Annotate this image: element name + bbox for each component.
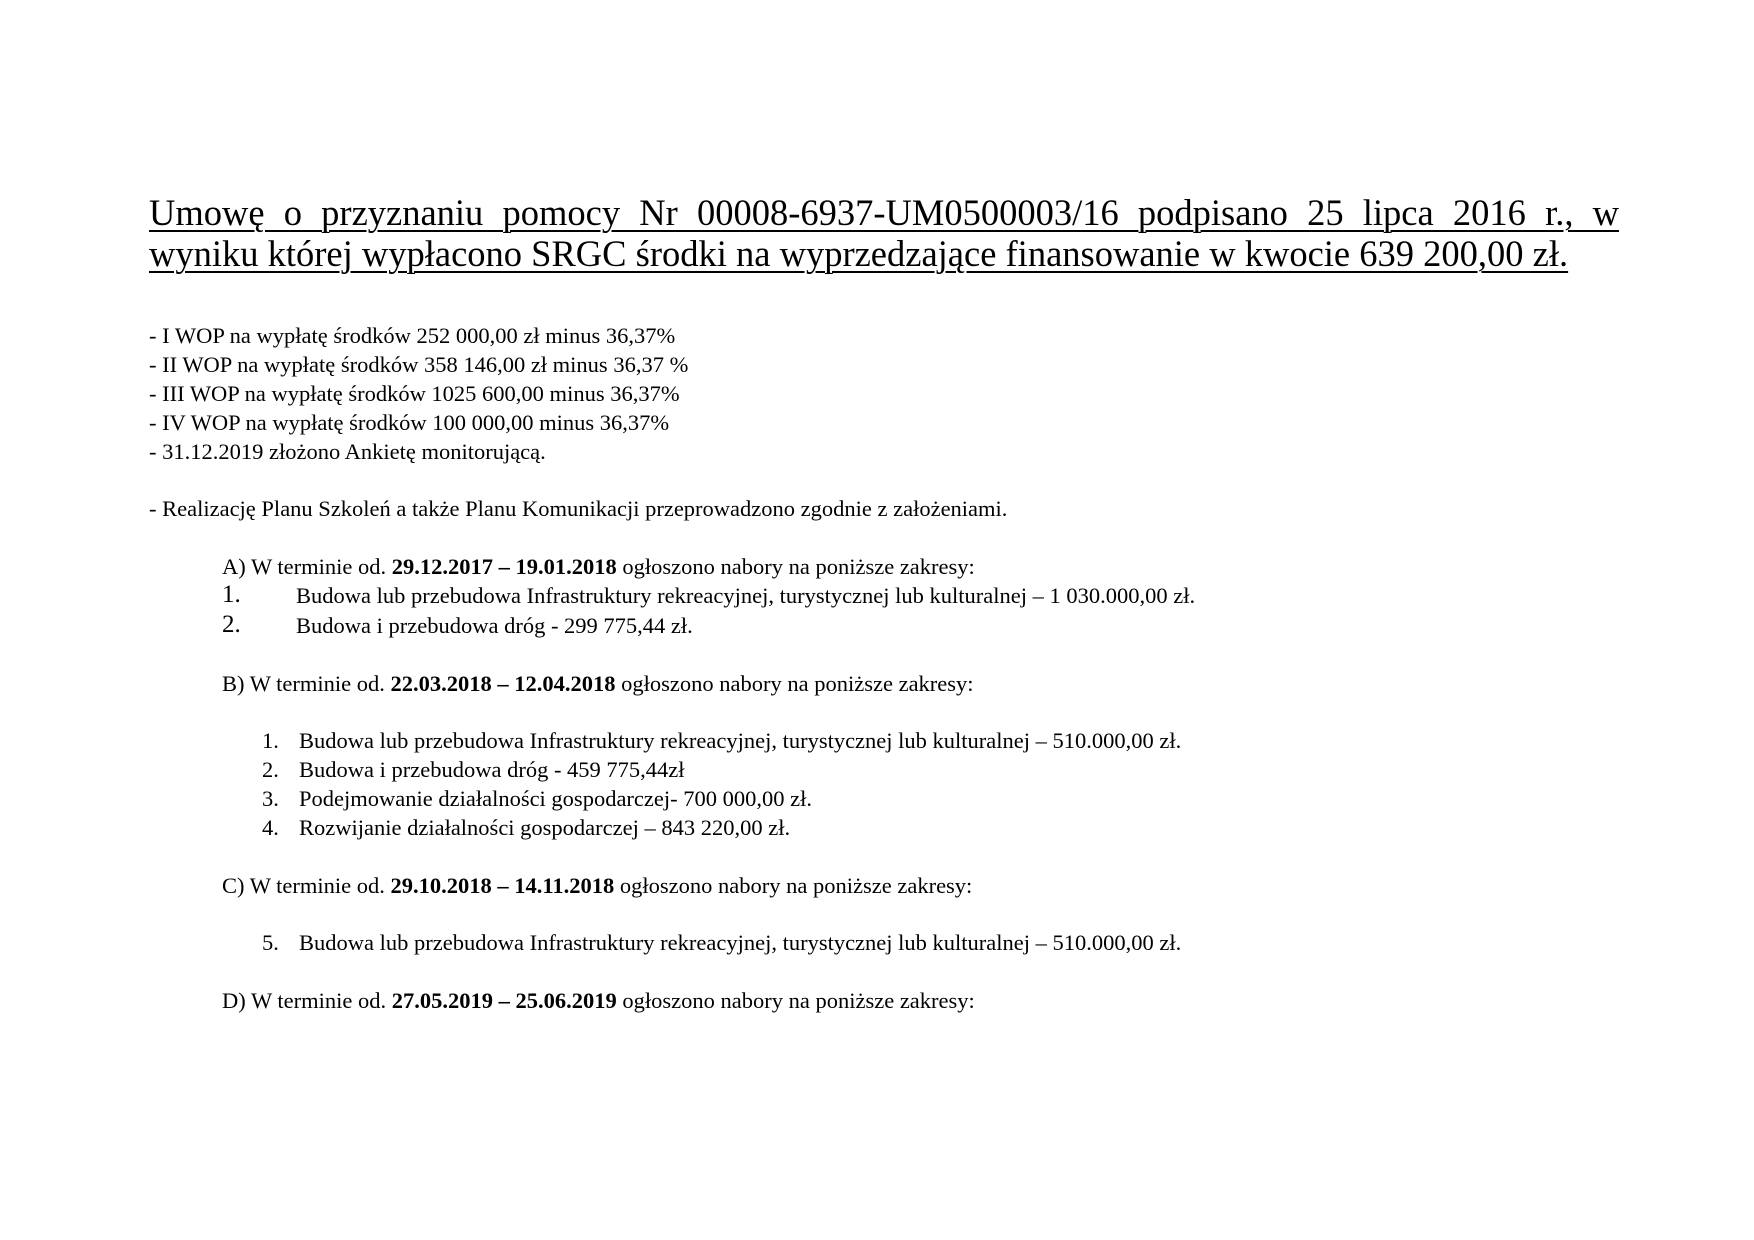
section-b-item-3-text: Podejmowanie działalności gospodarczej- 700 000,00 zł. (299, 786, 812, 811)
section-b-item-2-number: 2. (262, 757, 279, 782)
section-c-heading (222, 872, 972, 900)
section-a-item-1-number: 1. (222, 581, 241, 608)
section-d-prefix: D) W terminie od. (222, 988, 392, 1013)
section-c-item-1-text: Budowa lub przebudowa Infrastruktury rekreacyjnej, turystycznej lub kulturalnej – 510.000,00 zł. (299, 930, 1182, 955)
section-c-item-1-number: 5. (262, 930, 279, 955)
section-c-prefix: C) W terminie od. (222, 873, 391, 898)
section-a-item-2-number: 2. (222, 611, 241, 638)
section-c-dates: 29.10.2018 – 14.11.2018 (390, 873, 615, 898)
section-b-item-2-text: Budowa i przebudowa dróg - 459 775,44zł (299, 757, 685, 782)
section-b-dates: 22.03.2018 – 12.04.2018 (390, 671, 616, 696)
section-a-item-1-text: Budowa lub przebudowa Infrastruktury rekreacyjnej, turystycznej lub kulturalnej – 1 030.000,00 zł. (296, 583, 1196, 608)
section-b-item-4-text: Rozwijanie działalności gospodarczej – 843 220,00 zł. (299, 815, 791, 840)
section-a-suffix: ogłoszono nabory na poniższe zakresy: (616, 554, 975, 579)
section-a-heading (222, 553, 975, 581)
section-c-suffix: ogłoszono nabory na poniższe zakresy: (614, 873, 973, 898)
section-a-prefix: A) W terminie od. (222, 554, 392, 579)
section-a-dates: 29.12.2017 – 19.01.2018 (391, 554, 617, 579)
section-b-item-4-number: 4. (262, 815, 279, 840)
section-b-item-1-number: 1. (262, 728, 279, 753)
agreement-heading: Umowę o przyznaniu pomocy Nr 00008-6937-UM0500003/16 podpisano 25 lipca 2016 r., w wyniku której wypłacono SRGC środki na wyprzedzające finansowanie w kwocie 639 200,00 zł. (149, 192, 1619, 274)
realizacja-line: - Realizację Planu Szkoleń a także Planu Komunikacji przeprowadzono zgodnie z założeniami. (149, 496, 1008, 521)
section-b-suffix: ogłoszono nabory na poniższe zakresy: (615, 671, 974, 696)
section-a-item-2-text: Budowa i przebudowa dróg - 299 775,44 zł. (296, 613, 693, 638)
wop-line-1: - I WOP na wypłatę środków 252 000,00 zł minus 36,37% (149, 323, 676, 348)
section-d-suffix: ogłoszono nabory na poniższe zakresy: (616, 988, 975, 1013)
wop-line-2: - II WOP na wypłatę środków 358 146,00 zł minus 36,37 % (149, 352, 689, 377)
wop-line-4: - IV WOP na wypłatę środków 100 000,00 minus 36,37% (149, 410, 670, 435)
section-b-item-3-number: 3. (262, 786, 279, 811)
wop-line-3: - III WOP na wypłatę środków 1025 600,00 minus 36,37% (149, 381, 680, 406)
section-d-dates: 27.05.2019 – 25.06.2019 (391, 988, 617, 1013)
monitoring-line: - 31.12.2019 złożono Ankietę monitorującą. (149, 439, 546, 464)
section-b-heading (222, 670, 974, 698)
section-b-prefix: B) W terminie od. (222, 671, 391, 696)
section-b-item-1-text: Budowa lub przebudowa Infrastruktury rekreacyjnej, turystycznej lub kulturalnej – 510.000,00 zł. (299, 728, 1182, 753)
section-d-heading (222, 987, 975, 1015)
